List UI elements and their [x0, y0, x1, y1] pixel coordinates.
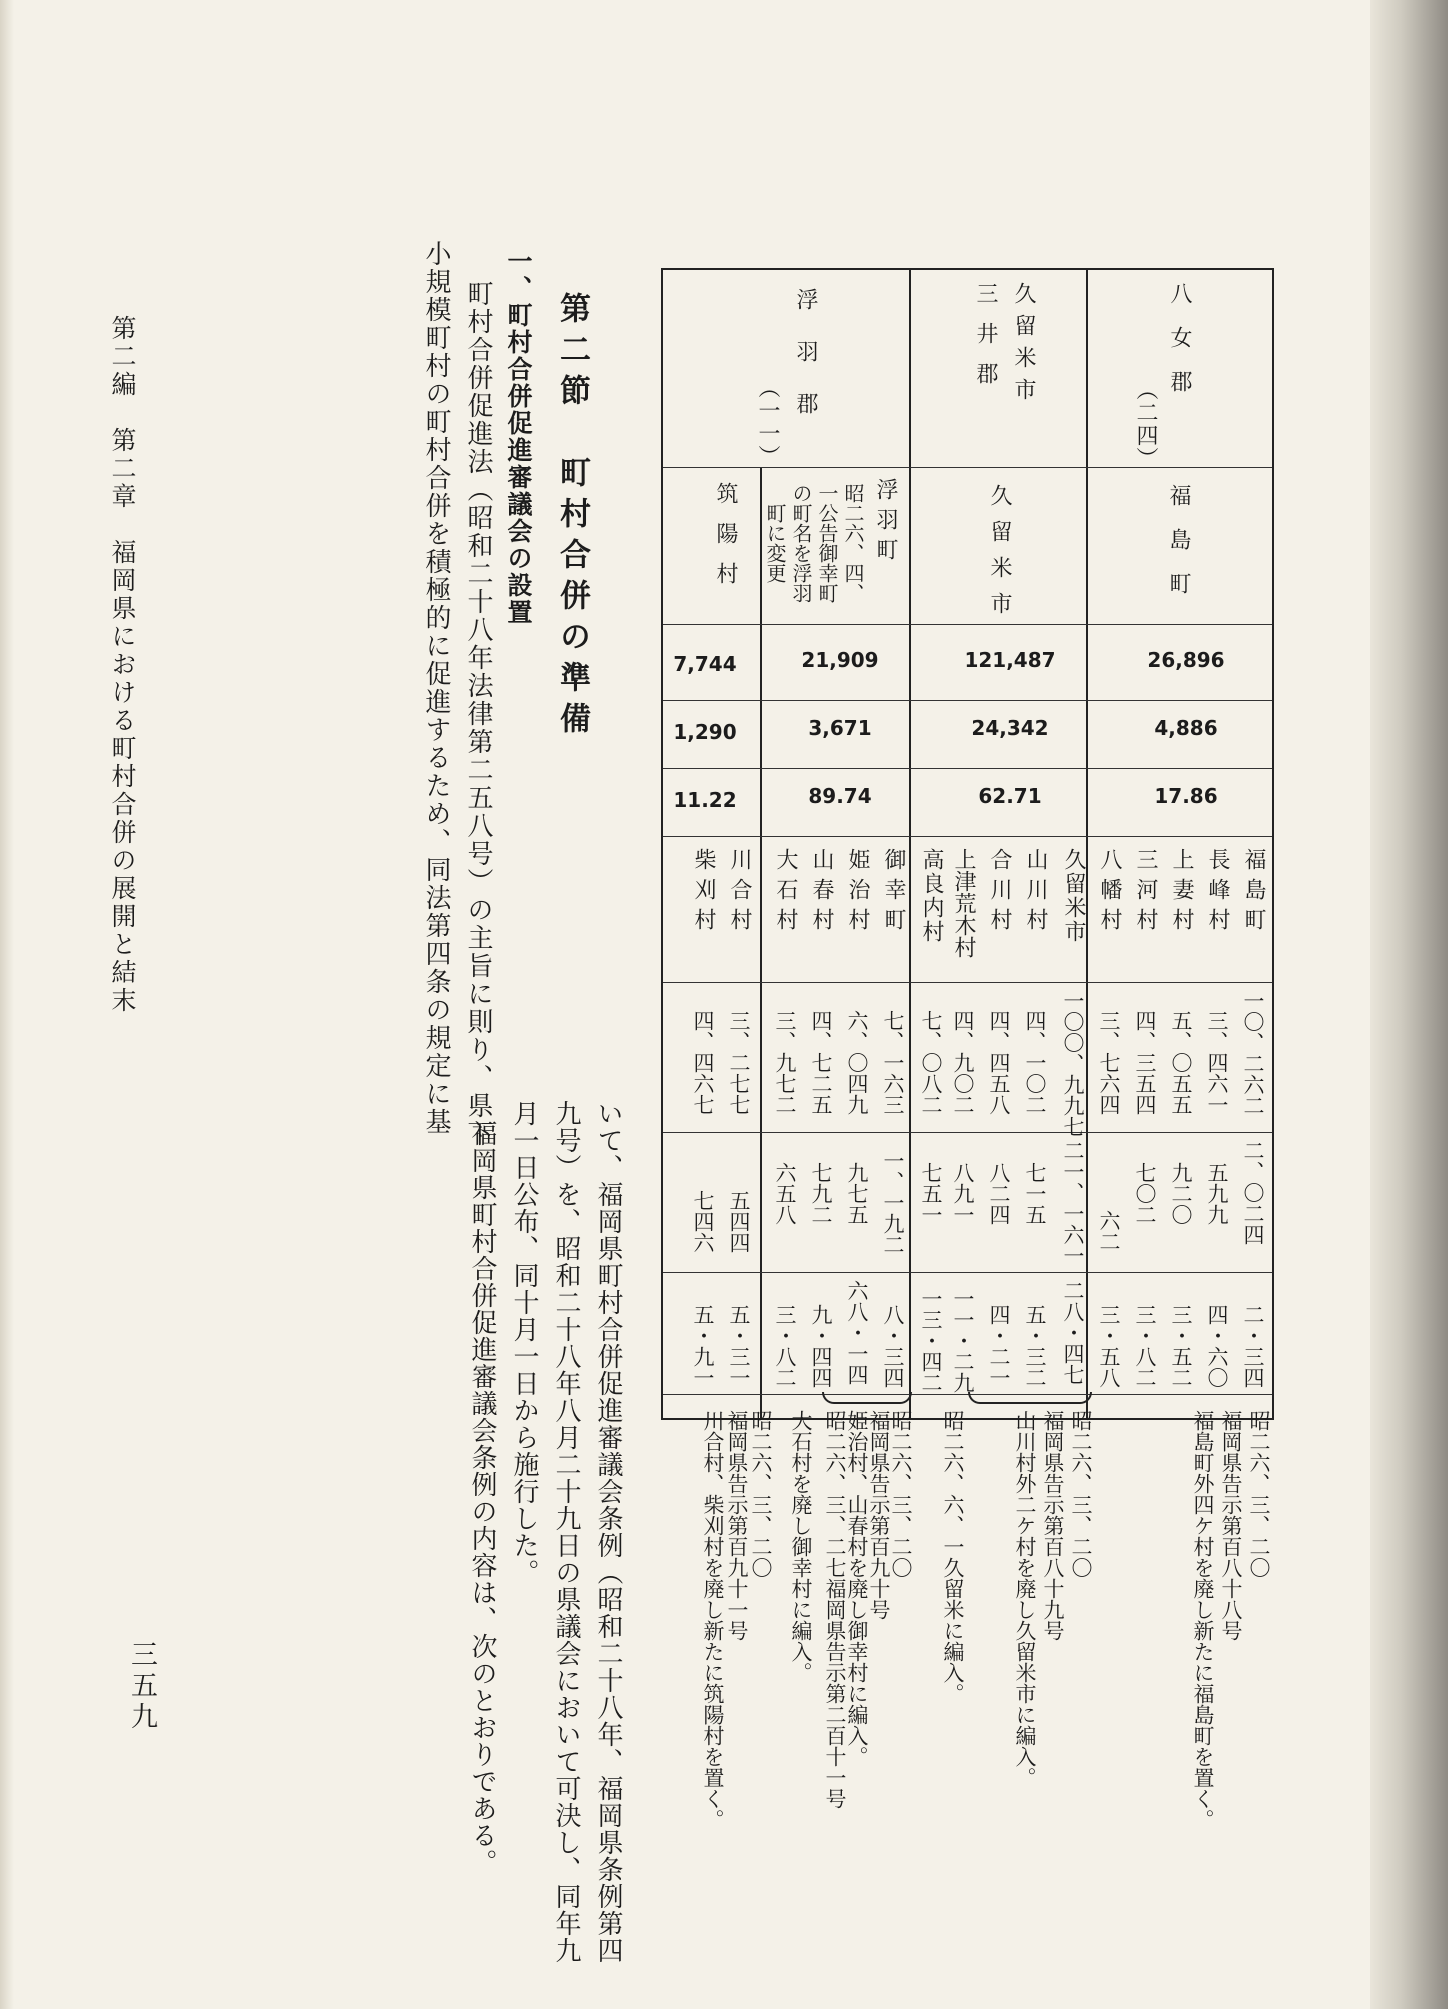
table-divider	[909, 268, 911, 1420]
households: 4,886	[1154, 716, 1218, 740]
old-unit-name: 合川村	[987, 848, 1012, 938]
table-rule	[663, 768, 1272, 769]
remark-line: 福島町外四ケ村を廃し新たに福島町を置く。	[1191, 1410, 1215, 1830]
remark-line: 山川村外二ケ村を廃し久留米市に編入。	[1013, 1410, 1037, 1788]
body-text-line: 福岡県町村合併促進審議会条例の内容は、次のとおりである。	[467, 1120, 497, 1876]
body-text-line: 月一日公布、同十月一日から施行した。	[509, 1100, 539, 1586]
remark-line: 昭二六、三、二七福岡県告示第二百十一号	[823, 1410, 847, 1809]
old-unit-area: 三・八二	[773, 1304, 797, 1388]
old-unit-households: 六二	[1097, 1210, 1121, 1252]
old-unit-households: 五九九	[1205, 1162, 1229, 1225]
remark-line: 福岡県告示第百八十九号	[1041, 1410, 1065, 1641]
old-unit-households: 八二四	[987, 1162, 1011, 1225]
remark-line: 昭二六、三、二〇	[1247, 1410, 1271, 1578]
households: 3,671	[808, 716, 872, 740]
old-unit-households: 七一五	[1023, 1162, 1047, 1225]
old-unit-households: 七〇二	[1133, 1162, 1157, 1225]
old-unit-name: 久留米市	[1061, 848, 1086, 944]
old-unit-area: 五・三一	[727, 1304, 751, 1388]
old-unit-population: 一〇〇、九九七	[1061, 990, 1085, 1137]
population: 121,487	[964, 648, 1056, 672]
old-unit-name: 大石村	[773, 848, 798, 938]
old-unit-population: 五、〇五五	[1169, 1010, 1193, 1115]
bracket	[968, 1392, 1092, 1404]
table-rule	[663, 1272, 1272, 1273]
new-town-name: 浮羽町	[873, 478, 898, 568]
old-unit-area: 五・三二	[1023, 1304, 1047, 1388]
households: 1,290	[673, 720, 737, 744]
population: 26,896	[1147, 648, 1225, 672]
page-number: 三五九	[126, 1640, 157, 1733]
remark-line: 川合村、柴刈村を廃し新たに筑陽村を置く。	[701, 1410, 725, 1830]
remark-line: 昭二六、三、二〇	[1069, 1410, 1093, 1578]
page-gutter-shadow	[1370, 0, 1448, 2009]
old-unit-population: 四、三五四	[1133, 1010, 1157, 1115]
old-unit-population: 三、二七七	[727, 1010, 751, 1115]
old-unit-households: 七九二	[809, 1162, 833, 1225]
table-rule	[663, 836, 1272, 837]
old-unit-households: 九七五	[845, 1162, 869, 1225]
old-unit-area: 六八・一四	[845, 1280, 869, 1385]
new-town-note: 昭二六、四、一公告御幸町の町名を浮羽町に変更	[763, 483, 865, 603]
body-text-line: 小規模町村の町村合併を積極的に促進するため、同法第四条の規定に基	[421, 240, 451, 1136]
households: 24,342	[971, 716, 1049, 740]
old-unit-name: 八幡村	[1097, 848, 1122, 938]
old-unit-population: 一〇、二六二	[1241, 990, 1265, 1116]
old-unit-name: 柴刈村	[691, 848, 716, 938]
remark-line: 昭二六、六、一久留米に編入。	[941, 1410, 965, 1704]
old-unit-households: 二一、一六一	[1061, 1140, 1085, 1266]
old-unit-households: 五四四	[727, 1190, 751, 1253]
old-unit-area: 四・二一	[987, 1304, 1011, 1388]
table-divider	[760, 467, 762, 1420]
old-unit-population: 四、四六七	[691, 1010, 715, 1115]
old-unit-households: 七四六	[691, 1190, 715, 1253]
page-edge-left	[0, 0, 14, 2009]
county-name: 八女郡	[1167, 282, 1192, 414]
old-unit-households: 九二〇	[1169, 1162, 1193, 1225]
area: 62.71	[978, 784, 1042, 808]
section-title: 第二節 町村合併の準備	[554, 292, 590, 743]
county-name-2: 三井郡	[973, 282, 998, 402]
old-unit-area: 五・九一	[691, 1304, 715, 1388]
old-unit-population: 四、七二五	[809, 1010, 833, 1115]
remark-line: 大石村を廃し御幸村に編入。	[789, 1410, 813, 1683]
running-header: 第二編 第二章 福岡県における町村合併の展開と結末	[108, 315, 137, 1015]
area: 89.74	[808, 784, 872, 808]
old-unit-population: 七、一六三	[881, 1010, 905, 1115]
body-text-line: 九号）を、昭和二十八年八月二十九日の県議会において可決し、同年九	[551, 1100, 581, 1964]
old-unit-population: 三、七六四	[1097, 1010, 1121, 1115]
new-town-name: 久留米市	[987, 484, 1012, 628]
body-text-line: いて、福岡県町村合併促進審議会条例（昭和二十八年、福岡県条例第四	[593, 1100, 623, 1964]
old-unit-households: 二、〇二四	[1241, 1140, 1265, 1245]
area: 17.86	[1154, 784, 1218, 808]
old-unit-households: 一、一九二	[881, 1150, 905, 1255]
old-unit-area: 一一・二九	[951, 1288, 975, 1393]
table-rule	[663, 624, 1272, 625]
old-unit-name: 川合村	[727, 848, 752, 938]
old-unit-name: 上津荒木村	[951, 848, 976, 958]
old-unit-name: 長峰村	[1205, 848, 1230, 938]
table-rule	[663, 982, 1272, 983]
table-rule	[663, 1132, 1272, 1133]
old-unit-population: 七、〇八二	[919, 1010, 943, 1115]
old-unit-name: 福島町	[1241, 848, 1266, 938]
old-unit-area: 八・三四	[881, 1304, 905, 1388]
old-unit-population: 三、九七二	[773, 1010, 797, 1115]
county-number: （二四）	[1133, 378, 1158, 470]
county-number: （一一）	[755, 376, 780, 468]
new-town-name: 筑陽村	[713, 482, 738, 602]
sub-heading: 一、町村合併促進審議会の設置	[504, 248, 533, 626]
old-unit-name: 御幸町	[881, 848, 906, 938]
population: 7,744	[673, 652, 737, 676]
old-unit-households: 六五八	[773, 1162, 797, 1225]
old-unit-households: 八九一	[951, 1162, 975, 1225]
area: 11.22	[673, 788, 737, 812]
old-unit-population: 四、一〇二	[1023, 1010, 1047, 1115]
old-unit-name: 上妻村	[1169, 848, 1194, 938]
old-unit-households: 七五一	[919, 1162, 943, 1225]
old-unit-population: 四、四五八	[987, 1010, 1011, 1115]
remark-line: 福岡県告示第百九十一号	[725, 1410, 749, 1641]
remark-line: 福岡県告示第百九十号	[867, 1410, 891, 1620]
population: 21,909	[801, 648, 879, 672]
table-rule	[663, 700, 1272, 701]
old-unit-area: 三・五八	[1097, 1304, 1121, 1388]
old-unit-name: 山川村	[1023, 848, 1048, 938]
old-unit-population: 六、〇四九	[845, 1010, 869, 1115]
county-name: 浮羽郡	[793, 288, 818, 444]
old-unit-population: 三、四六一	[1205, 1010, 1229, 1115]
old-unit-area: 三・五二	[1169, 1304, 1193, 1388]
old-unit-area: 九・四四	[809, 1304, 833, 1388]
old-unit-population: 四、九〇二	[951, 1010, 975, 1115]
remark-line: 昭二六、三、二〇	[749, 1410, 773, 1578]
remark-line: 昭二六、三、二〇	[889, 1410, 913, 1578]
old-unit-area: 二八・四七	[1061, 1280, 1085, 1385]
old-unit-area: 四・六〇	[1205, 1304, 1229, 1388]
old-unit-area: 二・三四	[1241, 1304, 1265, 1388]
bracket	[822, 1392, 912, 1404]
county-name: 久留米市	[1011, 282, 1036, 410]
remark-line: 姫治村、山春村を廃し御幸村に編入。	[845, 1410, 869, 1767]
old-unit-name: 姫治村	[845, 848, 870, 938]
old-unit-name: 高良内村	[919, 848, 944, 944]
remark-line: 福岡県告示第百八十八号	[1219, 1410, 1243, 1641]
old-unit-area: 一三・四二	[919, 1288, 943, 1393]
old-unit-area: 三・八二	[1133, 1304, 1157, 1388]
new-town-name: 福島町	[1166, 484, 1191, 616]
old-unit-name: 山春村	[809, 848, 834, 938]
body-text-line: 町村合併促進法（昭和二十八年法律第二五八号）の主旨に則り、県下	[463, 280, 493, 1148]
old-unit-name: 三河村	[1133, 848, 1158, 938]
